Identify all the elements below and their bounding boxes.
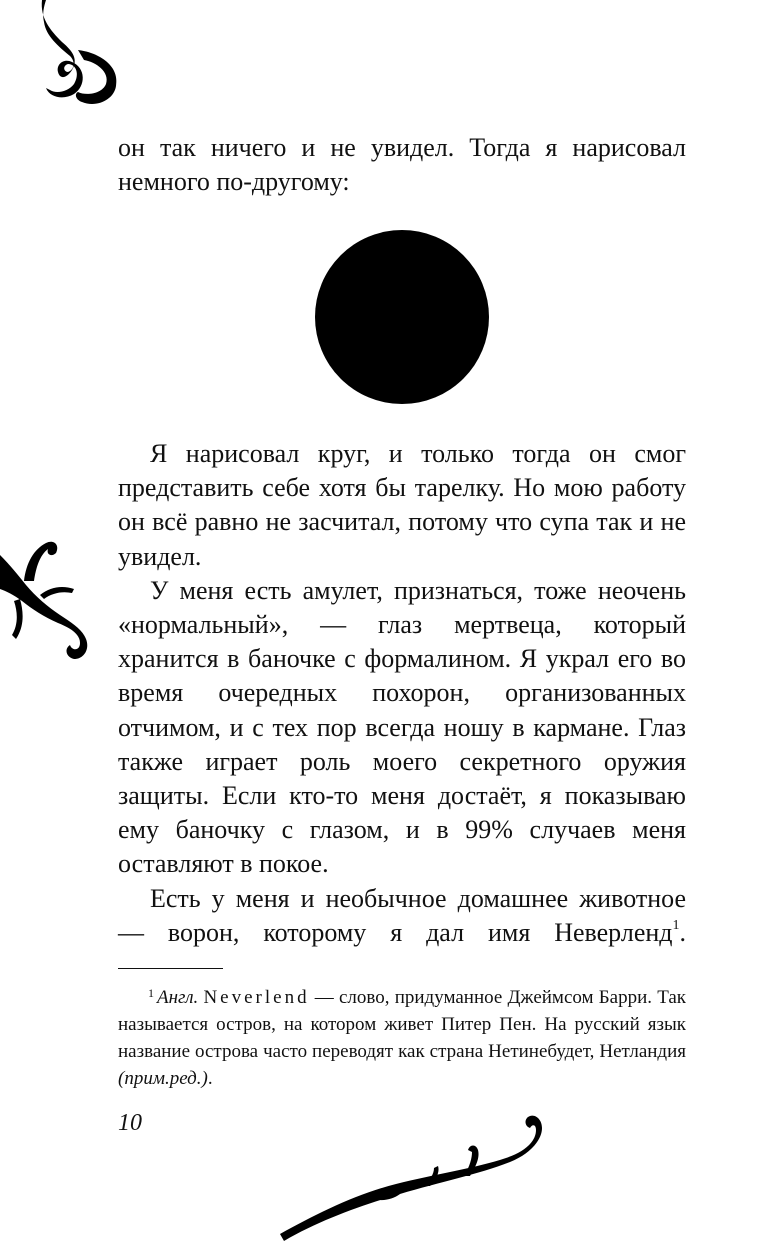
footnote-number: 1: [148, 986, 154, 1000]
paragraph-raven: [118, 882, 686, 950]
footnote-term: Neverlend: [203, 987, 310, 1008]
footnote-lang: Англ.: [157, 987, 199, 1008]
opening-text-block: [118, 131, 686, 199]
bottom-branch-ornament: [280, 1110, 560, 1241]
footnote-editor-note: (прим.ред.): [118, 1068, 208, 1089]
paragraph-raven-end: .: [679, 917, 686, 947]
left-branch-thorn-mid: [40, 587, 74, 599]
circle-svg: [314, 229, 490, 405]
left-branch-thorn-low: [12, 599, 23, 639]
footnote-marker[interactable]: 1: [672, 917, 680, 933]
left-branch-main: [0, 555, 87, 659]
footnote: [118, 980, 686, 1092]
top-left-curl-ornament: [20, 0, 120, 110]
left-branch-ornament: [0, 535, 95, 665]
circle-drawing: [314, 229, 490, 405]
footnote-end: .: [207, 1068, 213, 1089]
top-curl-stem: [42, 0, 83, 97]
paragraph-amulet: У меня есть амулет, признаться, тоже неочень «нормальный», — глаз мертвеца, который хранится в баночке с формалином. Я украл его во время очередных похорон, организованных отчимом, и с тех пор всегда ношу в кармане. Глаз также играет роль моего секретного оружия защиты. Если кто-то меня достаёт, я показываю ему баночку с глазом, и в 99% случаев меня оставляют в покое.: [118, 575, 686, 879]
paragraph-circle: Я нарисовал круг, и только тогда он смог представить себе хотя бы тарелку. Но мою работу он всё равно не засчитал, потому что супа так и не увидел.: [118, 439, 686, 571]
main-text-block: [118, 437, 686, 950]
paragraph-raven-text: Есть у меня и необычное домашнее животное — ворон, которому я дал имя Неверленд: [118, 883, 686, 947]
footnote-text: — слово, придуманное Джеймсом Барри. Так называется остров, на котором живет Питер Пен. На русский язык название острова часто переводят как страна Нетинебудет, Нетландия: [118, 987, 686, 1062]
left-branch-thorn-top: [24, 542, 57, 581]
bottom-branch-main: [280, 1116, 542, 1241]
footnote-divider: [118, 968, 223, 969]
opening-paragraph: он так ничего и не увидел. Тогда я нарисовал немного по-другому:: [118, 133, 686, 197]
page-number: 10: [118, 1110, 142, 1136]
black-circle: [315, 230, 489, 404]
